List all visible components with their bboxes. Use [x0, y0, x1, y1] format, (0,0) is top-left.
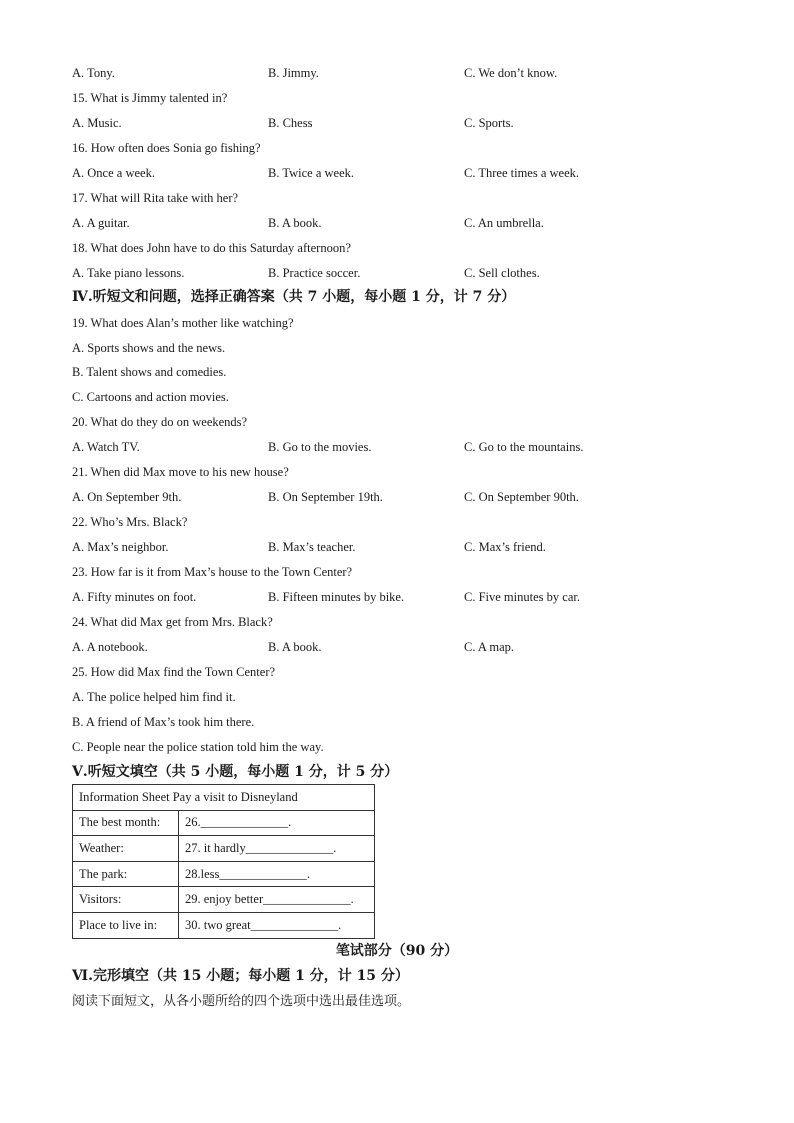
section6-instruction: 阅读下面短文，从各小题所给的四个选项中选出最佳选项。 — [72, 994, 411, 1009]
q24-option-a: A. A notebook. — [72, 640, 148, 654]
row-label: Visitors: — [73, 887, 179, 913]
q15-option-a: A. Music. — [72, 116, 122, 130]
q20-option-b: B. Go to the movies. — [268, 440, 372, 454]
table-row — [73, 861, 375, 887]
q20-question: 20. What do they do on weekends? — [72, 415, 248, 429]
table-header-row — [73, 785, 375, 811]
blank-28: 28.less______________. — [179, 861, 375, 887]
q19-option-a: A. Sports shows and the news. — [72, 341, 226, 355]
q22-question: 22. Who’s Mrs. Black? — [72, 515, 188, 529]
q17-option-a: A. A guitar. — [72, 216, 130, 230]
q19-option-b: B. Talent shows and comedies. — [72, 365, 227, 379]
information-sheet-table — [72, 784, 375, 939]
blank-27: 27. it hardly______________. — [179, 836, 375, 862]
row-label: Weather: — [73, 836, 179, 862]
q17-option-c: C. An umbrella. — [464, 216, 544, 230]
table-row — [73, 887, 375, 913]
q20-option-c: C. Go to the mountains. — [464, 440, 584, 454]
q16-option-c: C. Three times a week. — [464, 166, 580, 180]
q14-option-c: C. We don’t know. — [464, 66, 558, 80]
q15-question: 15. What is Jimmy talented in? — [72, 91, 228, 105]
q20-option-a: A. Watch TV. — [72, 440, 140, 454]
q14-option-b: B. Jimmy. — [268, 66, 319, 80]
q19-option-c: C. Cartoons and action movies. — [72, 390, 229, 404]
q16-question: 16. How often does Sonia go fishing? — [72, 141, 261, 155]
q25-option-b: B. A friend of Max’s took him there. — [72, 715, 255, 729]
q14-option-a: A. Tony. — [72, 66, 115, 80]
q24-question: 24. What did Max get from Mrs. Black? — [72, 615, 273, 629]
q18-question: 18. What does John have to do this Saturday afternoon? — [72, 241, 351, 255]
q24-option-b: B. A book. — [268, 640, 322, 654]
table-row — [73, 912, 375, 938]
row-label: The park: — [73, 861, 179, 887]
q15-option-c: C. Sports. — [464, 116, 514, 130]
q18-option-c: C. Sell clothes. — [464, 266, 540, 280]
q21-option-c: C. On September 90th. — [464, 490, 579, 504]
q18-option-b: B. Practice soccer. — [268, 266, 361, 280]
q22-option-c: C. Max’s friend. — [464, 540, 546, 554]
q23-option-a: A. Fifty minutes on foot. — [72, 590, 197, 604]
table-row — [73, 836, 375, 862]
q16-option-a: A. Once a week. — [72, 166, 155, 180]
table-header: Information Sheet Pay a visit to Disneyland — [73, 785, 375, 811]
section5-heading: Ⅴ.听短文填空（共 5 小题，每小题 1 分，计 5 分） — [72, 764, 399, 780]
blank-30: 30. two great______________. — [179, 912, 375, 938]
q18-option-a: A. Take piano lessons. — [72, 266, 185, 280]
q21-option-b: B. On September 19th. — [268, 490, 383, 504]
q25-option-c: C. People near the police station told him the way. — [72, 740, 324, 754]
q21-question: 21. When did Max move to his new house? — [72, 465, 289, 479]
blank-26: 26.______________. — [179, 810, 375, 836]
q22-option-b: B. Max’s teacher. — [268, 540, 356, 554]
q16-option-b: B. Twice a week. — [268, 166, 355, 180]
blank-29: 29. enjoy better______________. — [179, 887, 375, 913]
written-part-heading: 笔试部分（90 分） — [335, 943, 459, 959]
q23-option-b: B. Fifteen minutes by bike. — [268, 590, 405, 604]
q21-option-a: A. On September 9th. — [72, 490, 182, 504]
q23-option-c: C. Five minutes by car. — [464, 590, 580, 604]
q15-option-b: B. Chess — [268, 116, 313, 130]
q25-option-a: A. The police helped him find it. — [72, 690, 236, 704]
row-label: The best month: — [73, 810, 179, 836]
q25-question: 25. How did Max find the Town Center? — [72, 665, 276, 679]
row-label: Place to live in: — [73, 912, 179, 938]
q19-question: 19. What does Alan’s mother like watching? — [72, 316, 294, 330]
q17-option-b: B. A book. — [268, 216, 322, 230]
q23-question: 23. How far is it from Max’s house to the Town Center? — [72, 565, 353, 579]
section4-heading: Ⅳ.听短文和问题，选择正确答案（共 7 小题，每小题 1 分，计 7 分） — [72, 289, 516, 305]
section6-heading: Ⅵ.完形填空（共 15 小题；每小题 1 分，计 15 分） — [72, 968, 409, 984]
q24-option-c: C. A map. — [464, 640, 515, 654]
q22-option-a: A. Max’s neighbor. — [72, 540, 169, 554]
q17-question: 17. What will Rita take with her? — [72, 191, 239, 205]
table-row — [73, 810, 375, 836]
